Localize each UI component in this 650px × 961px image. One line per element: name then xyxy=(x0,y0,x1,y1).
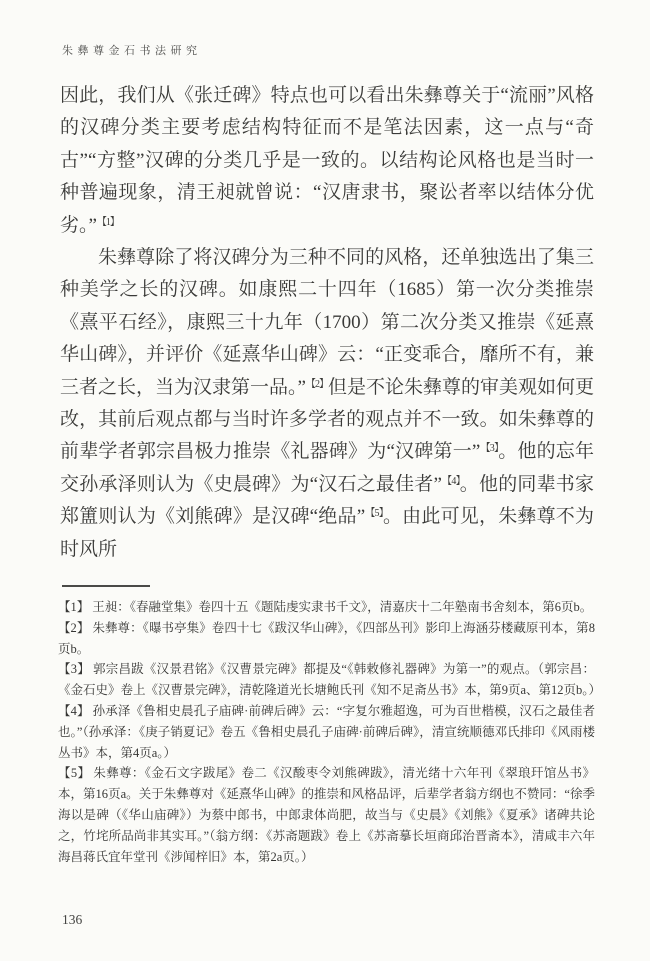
footnote-3-text: 郭宗昌跋《汉景君铭》《汉曹景完碑》都提及“《韩敕修礼器碑》为第一”的观点。（郭宗昌：《金石史》卷上《汉曹景完碑》，清乾隆道光长塘鲍氏刊《知不足斋丛书》本，第9页a、第12页b。） xyxy=(58,662,602,698)
footnote-ref-4: 【4】 xyxy=(441,475,460,487)
paragraph-2-text-c: 。他的忘年交孙承泽则认为《史晨碑》为“汉石之最佳者” xyxy=(60,441,595,495)
footnote-1-text: 王昶：《春融堂集》卷四十五《题陆虔实隶书千文》，清嘉庆十二年塾南书舍刻本，第6页b。 xyxy=(92,600,593,614)
footnote-4-text: 孙承泽《鲁相史晨孔子庙碑·前碑后碑》云：“字复尔雅超逸，可为百世楷模，汉石之最佳者也。”（孙承泽：《庚子销夏记》卷五《鲁相史晨孔子庙碑·前碑后碑》，清宣统顺德邓氏排印《风雨楼丛书》本，第4页a。） xyxy=(58,703,595,760)
footnote-ref-3: 【3】 xyxy=(480,443,499,455)
paragraph-2 xyxy=(60,242,594,566)
page-number: 136 xyxy=(62,912,83,927)
running-head: 朱彝尊金石书法研究 xyxy=(62,45,202,57)
paragraph-2-text-d: 。他的同辈书家郑簠则认为《刘熊碑》是汉碑“绝品” xyxy=(60,473,595,528)
footnote-5 xyxy=(58,763,595,867)
footnote-ref-1: 【1】 xyxy=(96,216,119,228)
footnote-3-marker: 【3】 xyxy=(58,662,90,677)
body-text xyxy=(60,80,594,566)
footnote-separator-rule xyxy=(62,585,150,587)
footnote-ref-2: 【2】 xyxy=(305,378,328,390)
footnote-5-marker: 【5】 xyxy=(58,766,91,781)
footnote-1 xyxy=(58,597,595,618)
footnote-ref-5: 【5】 xyxy=(365,508,383,520)
footnote-2-marker: 【2】 xyxy=(58,620,90,635)
footnotes-block xyxy=(58,597,602,867)
footnote-2-text: 朱彝尊：《曝书亭集》卷四十七《跋汉华山碑》，《四部丛刊》影印上海涵芬楼藏原刊本，第8页b。 xyxy=(58,620,595,656)
footnote-3 xyxy=(58,659,602,701)
footnote-5-text: 朱彝尊：《金石文字跋尾》卷二《汉酸枣令刘熊碑跋》，清光绪十六年刊《翠琅玕馆丛书》本，第16页a。关于朱彝尊对《延熹华山碑》的推崇和风格品评，后辈学者翁方纲也不赞同：“徐季海以是碑（《华山庙碑》）为蔡中郎书，中郎隶体尚肥，故当与《史晨》《刘熊》《夏承》诸碑共论之，竹垞所品尚非其实耳。”（翁方纲：《苏斋题跋》卷上《苏斋摹长垣商邱治晋斋本》，清咸丰六年海昌蒋氏宜年堂刊《涉闻梓旧》本，第2a页。） xyxy=(58,766,595,864)
paragraph-1 xyxy=(60,80,594,242)
footnote-4 xyxy=(58,701,595,763)
paragraph-1-text: 因此，我们从《张迁碑》特点也可以看出朱彝尊关于“流丽”风格的汉碑分类主要考虑结构特征而不是笔法因素，这一点与“奇古”“方整”汉碑的分类几乎是一致的。以结构论风格也是当时一种普遍现象，清王昶就曾说：“汉唐隶书，聚讼者率以结体分优劣。” xyxy=(60,85,594,236)
footnote-2 xyxy=(58,618,595,660)
footnote-1-marker: 【1】 xyxy=(58,600,90,614)
paragraph-2-text-b: 但是不论朱彝尊的审美观如何更改，其前后观点都与当时许多学者的观点并不一致。如朱彝尊的前辈学者郭宗昌极力推崇《礼器碑》为“汉碑第一” xyxy=(60,376,595,463)
paragraph-2-text-e: 。由此可见，朱彝尊不为时风所 xyxy=(60,506,595,560)
paragraph-2-text-a: 朱彝尊除了将汉碑分为三种不同的风格，还单独选出了集三种美学之长的汉碑。如康熙二十四年（1685）第一次分类推崇《熹平石经》，康熙三十九年（1700）第二次分类又推崇《延熹华山碑》，并评价《延熹华山碑》云：“正变乖合，靡所不有，兼三者之长，当为汉隶第一品。” xyxy=(60,247,594,398)
footnote-4-marker: 【4】 xyxy=(58,703,90,718)
